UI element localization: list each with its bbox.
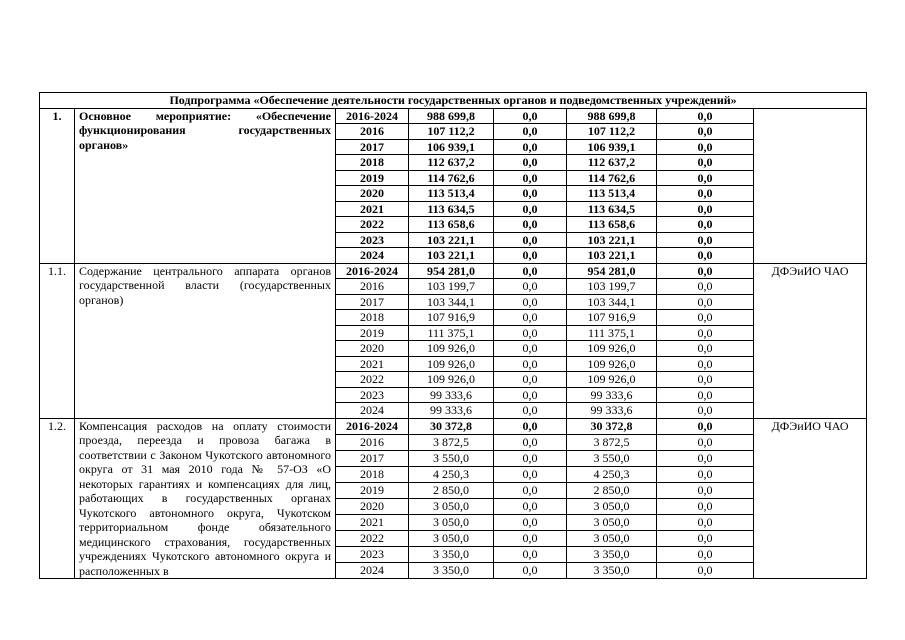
period-cell: 2019 <box>336 482 409 498</box>
item-number: 1.2. <box>40 418 75 579</box>
regional-cell: 99 333,6 <box>567 403 657 419</box>
total-cell: 103 221,1 <box>409 232 494 248</box>
other-cell: 0,0 <box>657 482 754 498</box>
federal-cell: 0,0 <box>494 514 567 530</box>
federal-cell: 0,0 <box>494 108 567 124</box>
other-cell: 0,0 <box>657 263 754 279</box>
regional-cell: 99 333,6 <box>567 387 657 403</box>
other-cell: 0,0 <box>657 201 754 217</box>
subprogram-title: Подпрограмма «Обеспечение деятельности государственных органов и подведомственных учреждений» <box>40 93 867 109</box>
total-cell: 109 926,0 <box>409 372 494 388</box>
other-cell: 0,0 <box>657 498 754 514</box>
federal-cell: 0,0 <box>494 341 567 357</box>
total-cell: 3 872,5 <box>409 434 494 450</box>
other-cell: 0,0 <box>657 170 754 186</box>
federal-cell: 0,0 <box>494 450 567 466</box>
federal-cell: 0,0 <box>494 310 567 326</box>
regional-cell: 112 637,2 <box>567 155 657 171</box>
responsible-executor: ДФЭиИО ЧАО <box>754 418 867 579</box>
federal-cell: 0,0 <box>494 124 567 140</box>
total-cell: 4 250,3 <box>409 466 494 482</box>
federal-cell: 0,0 <box>494 562 567 578</box>
other-cell: 0,0 <box>657 279 754 295</box>
period-cell: 2020 <box>336 498 409 514</box>
federal-cell: 0,0 <box>494 372 567 388</box>
responsible-executor: ДФЭиИО ЧАО <box>754 263 867 418</box>
federal-cell: 0,0 <box>494 546 567 562</box>
total-cell: 114 762,6 <box>409 170 494 186</box>
total-cell: 113 513,4 <box>409 186 494 202</box>
other-cell: 0,0 <box>657 514 754 530</box>
other-cell: 0,0 <box>657 418 754 434</box>
item-description: Компенсация расходов на оплату стоимости проезда, переезда и провоза багажа в соответствии с Законом Чукотского автономного округа от 31 мая 2010 года № 57-ОЗ «О некоторых гарантиях и компенсациях для лиц, работающих в государственных органах Чукотского автономного округа, Чукотском территориальном фонде обязательного медицинского страхования, государственных учреждениях Чукотского автономного округа и расположенных в <box>75 418 336 579</box>
period-cell: 2016 <box>336 279 409 295</box>
table-body <box>40 93 867 579</box>
total-cell: 109 926,0 <box>409 341 494 357</box>
regional-cell: 3 350,0 <box>567 546 657 562</box>
regional-cell: 3 050,0 <box>567 514 657 530</box>
table-row <box>40 108 867 124</box>
total-cell: 3 350,0 <box>409 546 494 562</box>
period-cell: 2022 <box>336 217 409 233</box>
other-cell: 0,0 <box>657 546 754 562</box>
other-cell: 0,0 <box>657 186 754 202</box>
regional-cell: 103 221,1 <box>567 232 657 248</box>
federal-cell: 0,0 <box>494 530 567 546</box>
other-cell: 0,0 <box>657 139 754 155</box>
regional-cell: 2 850,0 <box>567 482 657 498</box>
period-cell: 2024 <box>336 562 409 578</box>
regional-cell: 111 375,1 <box>567 325 657 341</box>
total-cell: 99 333,6 <box>409 387 494 403</box>
period-cell: 2016 <box>336 434 409 450</box>
period-cell: 2019 <box>336 170 409 186</box>
other-cell: 0,0 <box>657 310 754 326</box>
federal-cell: 0,0 <box>494 201 567 217</box>
period-cell: 2020 <box>336 341 409 357</box>
period-cell: 2018 <box>336 155 409 171</box>
regional-cell: 4 250,3 <box>567 466 657 482</box>
total-cell: 3 050,0 <box>409 498 494 514</box>
table-row <box>40 418 867 434</box>
item-description: Основное мероприятие: «Обеспечение функционирования государственных органов» <box>75 108 336 263</box>
total-cell: 2 850,0 <box>409 482 494 498</box>
period-cell: 2020 <box>336 186 409 202</box>
regional-cell: 3 050,0 <box>567 530 657 546</box>
total-cell: 111 375,1 <box>409 325 494 341</box>
other-cell: 0,0 <box>657 294 754 310</box>
other-cell: 0,0 <box>657 372 754 388</box>
federal-cell: 0,0 <box>494 434 567 450</box>
regional-cell: 30 372,8 <box>567 418 657 434</box>
total-cell: 103 344,1 <box>409 294 494 310</box>
regional-cell: 3 050,0 <box>567 498 657 514</box>
other-cell: 0,0 <box>657 341 754 357</box>
federal-cell: 0,0 <box>494 498 567 514</box>
regional-cell: 113 658,6 <box>567 217 657 233</box>
federal-cell: 0,0 <box>494 325 567 341</box>
federal-cell: 0,0 <box>494 217 567 233</box>
other-cell: 0,0 <box>657 530 754 546</box>
period-cell: 2016-2024 <box>336 263 409 279</box>
regional-cell: 3 550,0 <box>567 450 657 466</box>
other-cell: 0,0 <box>657 562 754 578</box>
regional-cell: 103 221,1 <box>567 248 657 264</box>
total-cell: 113 658,6 <box>409 217 494 233</box>
period-cell: 2017 <box>336 450 409 466</box>
other-cell: 0,0 <box>657 356 754 372</box>
period-cell: 2022 <box>336 372 409 388</box>
total-cell: 106 939,1 <box>409 139 494 155</box>
other-cell: 0,0 <box>657 108 754 124</box>
regional-cell: 3 872,5 <box>567 434 657 450</box>
document-page <box>39 92 866 579</box>
period-cell: 2018 <box>336 310 409 326</box>
federal-cell: 0,0 <box>494 387 567 403</box>
federal-cell: 0,0 <box>494 186 567 202</box>
total-cell: 107 112,2 <box>409 124 494 140</box>
period-cell: 2022 <box>336 530 409 546</box>
period-cell: 2016-2024 <box>336 418 409 434</box>
responsible-executor <box>754 108 867 263</box>
total-cell: 109 926,0 <box>409 356 494 372</box>
federal-cell: 0,0 <box>494 279 567 295</box>
period-cell: 2024 <box>336 403 409 419</box>
total-cell: 113 634,5 <box>409 201 494 217</box>
other-cell: 0,0 <box>657 450 754 466</box>
regional-cell: 109 926,0 <box>567 356 657 372</box>
federal-cell: 0,0 <box>494 466 567 482</box>
period-cell: 2024 <box>336 248 409 264</box>
period-cell: 2018 <box>336 466 409 482</box>
total-cell: 112 637,2 <box>409 155 494 171</box>
federal-cell: 0,0 <box>494 356 567 372</box>
other-cell: 0,0 <box>657 466 754 482</box>
federal-cell: 0,0 <box>494 155 567 171</box>
regional-cell: 114 762,6 <box>567 170 657 186</box>
period-cell: 2021 <box>336 356 409 372</box>
regional-cell: 3 350,0 <box>567 562 657 578</box>
other-cell: 0,0 <box>657 403 754 419</box>
subprogram-header-row <box>40 93 867 109</box>
period-cell: 2016-2024 <box>336 108 409 124</box>
period-cell: 2019 <box>336 325 409 341</box>
regional-cell: 113 513,4 <box>567 186 657 202</box>
regional-cell: 106 939,1 <box>567 139 657 155</box>
item-description: Содержание центрального аппарата органов государственной власти (государственных органов) <box>75 263 336 418</box>
total-cell: 99 333,6 <box>409 403 494 419</box>
total-cell: 3 550,0 <box>409 450 494 466</box>
total-cell: 3 050,0 <box>409 530 494 546</box>
period-cell: 2023 <box>336 387 409 403</box>
total-cell: 103 199,7 <box>409 279 494 295</box>
other-cell: 0,0 <box>657 155 754 171</box>
other-cell: 0,0 <box>657 124 754 140</box>
federal-cell: 0,0 <box>494 248 567 264</box>
total-cell: 3 350,0 <box>409 562 494 578</box>
federal-cell: 0,0 <box>494 482 567 498</box>
period-cell: 2023 <box>336 546 409 562</box>
total-cell: 988 699,8 <box>409 108 494 124</box>
other-cell: 0,0 <box>657 248 754 264</box>
regional-cell: 954 281,0 <box>567 263 657 279</box>
item-number: 1.1. <box>40 263 75 418</box>
total-cell: 3 050,0 <box>409 514 494 530</box>
federal-cell: 0,0 <box>494 403 567 419</box>
period-cell: 2017 <box>336 294 409 310</box>
other-cell: 0,0 <box>657 217 754 233</box>
total-cell: 30 372,8 <box>409 418 494 434</box>
budget-table <box>39 92 867 579</box>
period-cell: 2023 <box>336 232 409 248</box>
regional-cell: 103 344,1 <box>567 294 657 310</box>
federal-cell: 0,0 <box>494 139 567 155</box>
total-cell: 954 281,0 <box>409 263 494 279</box>
federal-cell: 0,0 <box>494 294 567 310</box>
other-cell: 0,0 <box>657 387 754 403</box>
period-cell: 2016 <box>336 124 409 140</box>
regional-cell: 988 699,8 <box>567 108 657 124</box>
other-cell: 0,0 <box>657 232 754 248</box>
regional-cell: 113 634,5 <box>567 201 657 217</box>
regional-cell: 107 916,9 <box>567 310 657 326</box>
federal-cell: 0,0 <box>494 418 567 434</box>
federal-cell: 0,0 <box>494 232 567 248</box>
other-cell: 0,0 <box>657 325 754 341</box>
regional-cell: 103 199,7 <box>567 279 657 295</box>
total-cell: 107 916,9 <box>409 310 494 326</box>
table-row <box>40 263 867 279</box>
period-cell: 2021 <box>336 514 409 530</box>
item-number: 1. <box>40 108 75 263</box>
regional-cell: 107 112,2 <box>567 124 657 140</box>
total-cell: 103 221,1 <box>409 248 494 264</box>
period-cell: 2017 <box>336 139 409 155</box>
federal-cell: 0,0 <box>494 170 567 186</box>
regional-cell: 109 926,0 <box>567 372 657 388</box>
regional-cell: 109 926,0 <box>567 341 657 357</box>
other-cell: 0,0 <box>657 434 754 450</box>
period-cell: 2021 <box>336 201 409 217</box>
federal-cell: 0,0 <box>494 263 567 279</box>
